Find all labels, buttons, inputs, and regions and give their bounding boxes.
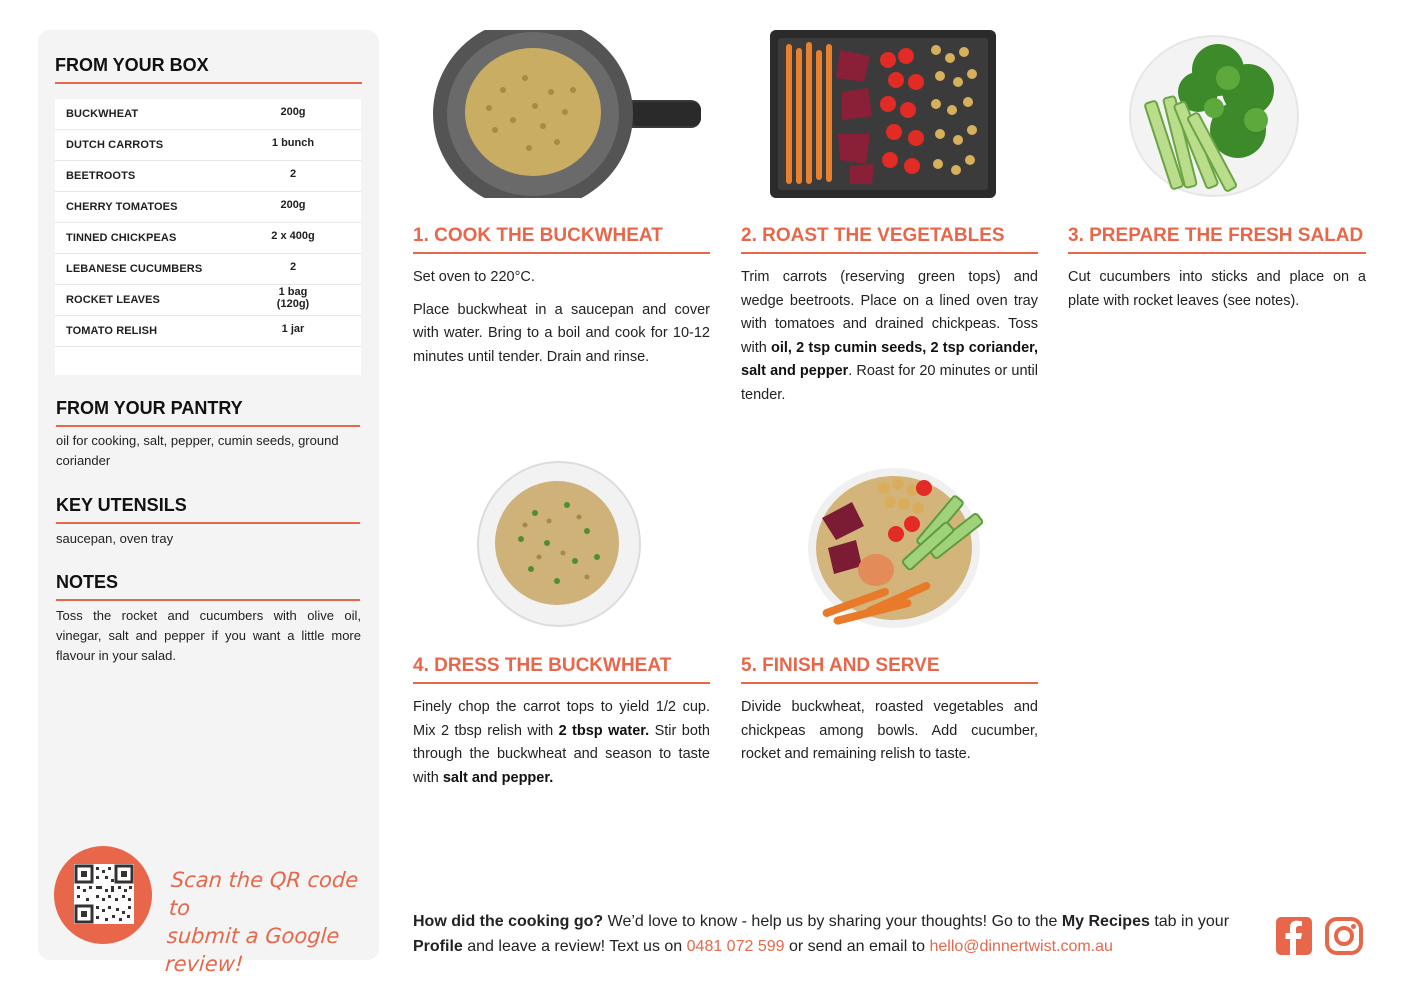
step-4-body [413, 696, 710, 799]
ingredient-qty: 2 x 400g [271, 230, 315, 242]
footer-profile: Profile [413, 938, 463, 955]
step-5-text: Divide buckwheat, roasted vegetables and chickpeas among bowls. Add cucumber, rocket and remaining relish to taste. [741, 699, 1038, 762]
ingredient-name: CHERRY TOMATOES [66, 201, 178, 213]
ingredient-qty: 1 jar [281, 323, 305, 335]
notes-text: Toss the rocket and cucumbers with olive oil, vinegar, salt and pepper if you want a little more flavour in your salad. [56, 608, 361, 663]
footer-email-link[interactable]: hello@dinnertwist.com.au [929, 938, 1113, 955]
footer-text-1: We’d love to know - help us by sharing your thoughts! Go to the [603, 913, 1062, 930]
ingredient-qty: 2 [289, 261, 297, 273]
instagram-icon[interactable] [1325, 917, 1363, 955]
fresh-salad-image [1128, 30, 1300, 198]
ingredients-table [55, 99, 361, 375]
step-2-text-a: Trim carrots (reserving green tops) and wedge beetroots. Place on a lined oven tray with tomatoes and drained chickpeas. Toss with [741, 269, 1038, 356]
ingredient-name: ROCKET LEAVES [66, 294, 160, 306]
from-your-pantry-title: FROM YOUR PANTRY [56, 398, 360, 427]
notes-title: NOTES [56, 572, 360, 601]
ingredient-name: TINNED CHICKPEAS [66, 232, 177, 244]
step-4-text-c: Stir both through the buckwheat and season to taste with [413, 722, 710, 786]
ingredient-name: TOMATO RELISH [66, 325, 158, 337]
step-3-text: Cut cucumbers into sticks and place on a plate with rocket leaves (see notes). [1068, 269, 1366, 309]
ingredient-qty: 200g [280, 106, 306, 118]
ingredient-qty: 1 bunch [271, 137, 315, 149]
footer-my-recipes: My Recipes [1061, 913, 1150, 930]
footer-phone-link[interactable]: 0481 072 599 [686, 938, 785, 955]
step-3-body [1068, 266, 1366, 322]
ingredient-qty: 1 bag (120g) [276, 286, 310, 310]
table-row [55, 285, 361, 316]
footer-text-3: and leave a review! Text us on [462, 938, 687, 955]
qr-badge[interactable] [54, 846, 152, 944]
footer-text-2: tab in your [1149, 913, 1230, 930]
step-1-body [413, 266, 710, 378]
step-2-title: 2. ROAST THE VEGETABLES [741, 225, 1038, 254]
table-row [55, 316, 361, 347]
pantry-text: oil for cooking, salt, pepper, cumin seeds, ground coriander [56, 433, 339, 468]
dressed-buckwheat-image [477, 461, 641, 627]
ingredient-qty: 2 [289, 168, 297, 180]
key-utensils-title: KEY UTENSILS [56, 495, 360, 524]
step-4-text-bold-2: salt and pepper. [442, 769, 554, 786]
step-5-title: 5. FINISH AND SERVE [741, 655, 1038, 684]
step-1-text-1: Set oven to 220°C. [413, 269, 535, 285]
qr-caption-line2: submit a Google review! [164, 924, 341, 976]
step-4-title: 4. DRESS THE BUCKWHEAT [413, 655, 710, 684]
step-4-text-a: Finely chop the carrot tops to yield 1/2 cup. Mix 2 tbsp relish with [413, 699, 710, 739]
step-1-title: 1. COOK THE BUCKWHEAT [413, 225, 710, 254]
step-2-text-bold: oil, 2 tsp cumin seeds, 2 tsp coriander, salt and pepper [741, 339, 1038, 379]
footer-text-4: or send an email to [784, 938, 930, 955]
facebook-icon[interactable] [1276, 917, 1312, 955]
qr-caption-line1: Scan the QR code to [168, 868, 360, 920]
buckwheat-saucepan-image [433, 30, 703, 198]
ingredient-name: BUCKWHEAT [66, 108, 139, 120]
table-row [55, 161, 361, 192]
feedback-footer [413, 909, 1263, 959]
table-row [55, 223, 361, 254]
ingredient-qty: 200g [280, 199, 306, 211]
table-row [55, 254, 361, 285]
table-row [55, 99, 361, 130]
ingredient-name: DUTCH CARROTS [66, 139, 164, 151]
finished-bowl-image [804, 458, 996, 630]
roasting-tray-image [770, 30, 996, 198]
step-2-text-c: . Roast for 20 minutes or until tender. [741, 363, 1038, 403]
step-5-body [741, 696, 1038, 776]
footer-question: How did the cooking go? [413, 913, 604, 930]
step-4-text-bold-1: 2 tbsp water. [558, 722, 650, 739]
qr-caption [164, 866, 372, 978]
step-4-text [413, 696, 710, 790]
table-row [55, 130, 361, 161]
ingredient-name: BEETROOTS [66, 170, 136, 182]
step-1-text-2: Place buckwheat in a saucepan and cover with water. Bring to a boil and cook for 10-12 minutes until tender. Drain and rinse. [413, 301, 710, 365]
from-your-box-title: FROM YOUR BOX [55, 55, 362, 84]
ingredient-name: LEBANESE CUCUMBERS [66, 263, 203, 275]
step-2-text [741, 266, 1038, 407]
step-3-title: 3. PREPARE THE FRESH SALAD [1068, 225, 1366, 254]
qr-code[interactable] [74, 864, 134, 924]
table-row [55, 192, 361, 223]
utensils-text: saucepan, oven tray [56, 531, 174, 546]
step-2-body [741, 266, 1038, 416]
